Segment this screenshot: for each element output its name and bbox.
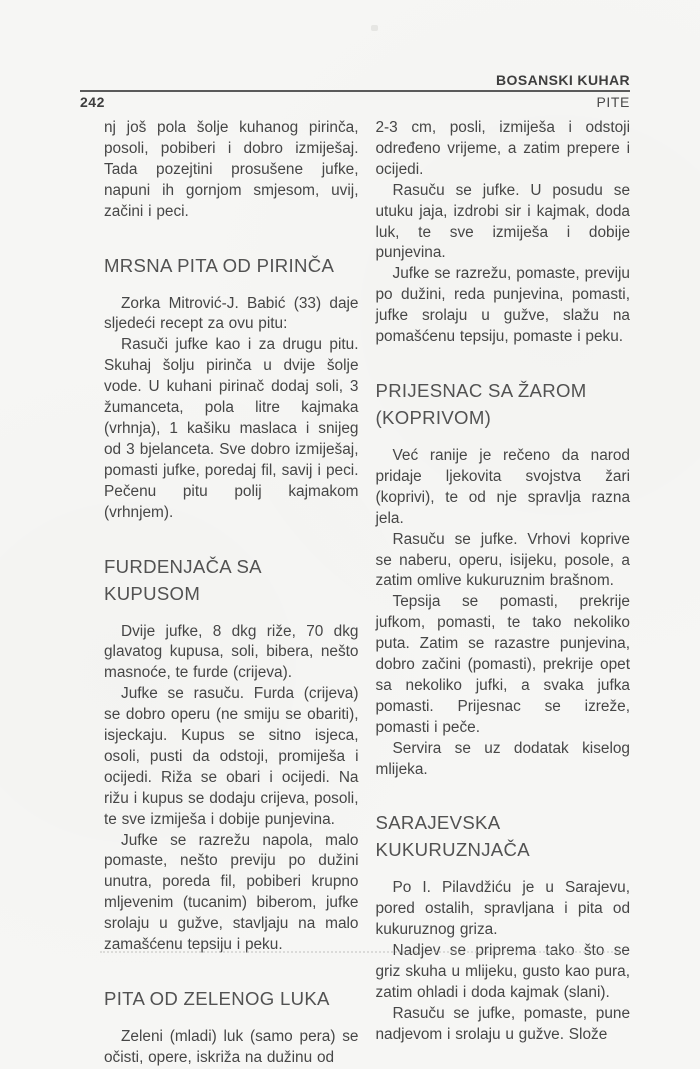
chapter-title: PITE <box>596 94 630 110</box>
paragraph: Već ranije je rečeno da narod pridaje ljekovita svojstva žari (koprivi), te od nje spravlja razna jela. <box>375 446 630 527</box>
paragraph: Dvije jufke, 8 dkg riže, 70 dkg glavatog kupusa, soli, bibera, nešto masnoće, te furde (crijeva). <box>104 622 359 682</box>
recipe-title-pita-od-zelenog-luka: PITA OD ZELENOG LUKA <box>104 988 330 1009</box>
paragraph: Zeleni (mladi) luk (samo pera) se očisti, opere, iskriža na dužinu od <box>104 1028 359 1066</box>
text-columns <box>104 118 630 1066</box>
scan-artifact-line <box>100 951 620 953</box>
page-number: 242 <box>80 94 105 110</box>
recipe-title-furdenjaca-sa-kupusom: FURDENJAČA SA KUPUSOM <box>104 555 261 604</box>
paragraph: Tepsija se pomasti, prekrije jufkom, pomasti, te tako nekoliko puta. Zatim se razastre punjevina, dobro začini (pomasti), prekrije opet sa nekoliko jufki, a svaka jufka pomasti. Prijesnac se izreže, pomasti i peče. <box>375 593 630 736</box>
paragraph: Rasuču se jufke. U posudu se utuku jaja, izdrobi sir i kajmak, doda luk, te sve izmiješa i dobije punjevina. <box>375 181 630 262</box>
paragraph: Rasuču se jufke, pomaste, pune nadjevom i srolaju u gužve. Slože <box>375 1004 630 1043</box>
paragraph: Servira se uz dodatak kiselog mlijeka. <box>375 739 630 778</box>
left-column <box>104 118 359 1066</box>
scan-speck <box>371 25 378 31</box>
paragraph: Jufke se razrežu napola, malo pomaste, nešto previju po dužini unutra, poreda fil, pobiberi krupno mljevenim (tucanim) biberom, jufke srolaju u gužve, stavljaju na malo zamašćenu tepsiju i peku. <box>104 831 359 954</box>
page-header <box>80 72 630 110</box>
paragraph: Zorka Mitrović-J. Babić (33) daje sljedeći recept za ovu pitu: <box>104 294 359 333</box>
paragraph: Rasuči jufke kao i za drugu pitu. Skuhaj šolju pirinča u dvije šolje vode. U kuhani pirinač dodaj soli, 3 žumanceta, pola litre kajmaka (vrhnja), 1 kašiku maslaca i snijeg od 3 bjelanceta. Sve dobro izmiješaj, pomasti jufke, poredaj fil, savij i peci. Pečenu pitu polij kajmakom (vrhnjem). <box>104 336 359 521</box>
header-row <box>80 92 630 110</box>
paragraph: nj još pola šolje kuhanog pirinča, posoli, pobiberi i dobro izmiješaj. Tada pozejtini prosušene jufke, napuni ih gornjom smjesom, uvij, začini i peci. <box>104 119 359 220</box>
paragraph: Rasuču se jufke. Vrhovi koprive se naberu, operu, isijeku, posole, a zatim omlive kukuruznim brašnom. <box>375 530 630 590</box>
paragraph: Jufke se razrežu, pomaste, previju po dužini, reda punjevina, pomasti, jufke srolaju u gužve, slažu na pomašćenu tepsiju, pomaste i peku. <box>375 265 630 346</box>
paragraph: 2-3 cm, posli, izmiješa i odstoji određeno vrijeme, a zatim prepere i ocijedi. <box>375 119 630 178</box>
recipe-title-prijesnac-sa-zarom: PRIJESNAC SA ŽAROM (KOPRIVOM) <box>375 379 587 428</box>
recipe-title-sarajevska-kukuruznjaca: SARAJEVSKA KUKURUZNJAČA <box>375 812 530 861</box>
paragraph: Jufke se rasuču. Furda (crijeva) se dobro operu (ne smiju se obariti), isjeckaju. Kupus se sitno isjeca, osoli, pusti da odstoji, promiješa i ocijedi. Riža se obari i ocijedi. Na rižu i kupus se dodaju crijeva, posoli, te sve izmiješa i dobije punjevina. <box>104 685 359 828</box>
recipe-title-mrsna-pita-od-pirinca: MRSNA PITA OD PIRINČA <box>104 254 335 276</box>
paragraph: Nadjev se priprema tako što se griz skuha u mlijeku, gusto kao pura, zatim ohladi i doda kajmak (slani). <box>375 942 630 1001</box>
right-column <box>375 118 631 1043</box>
paragraph: Po I. Pilavdžiću je u Sarajevu, pored ostalih, spravljana i pita od kukuruznog griza. <box>375 879 630 939</box>
book-title: BOSANSKI KUHAR <box>496 72 630 88</box>
